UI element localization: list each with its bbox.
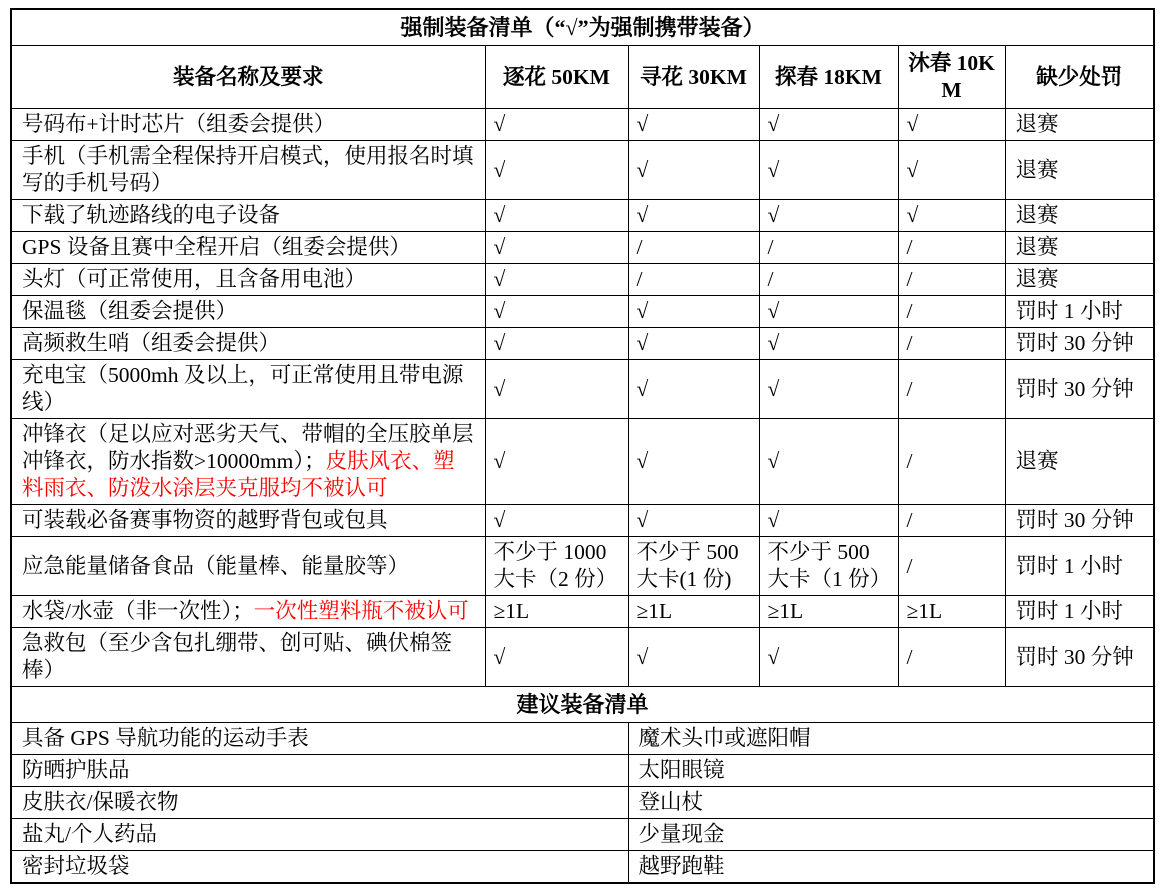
value-10km-cell: √ xyxy=(898,109,1005,141)
value-50km-cell: √ xyxy=(485,505,628,537)
suggested-row xyxy=(11,851,1154,884)
value-30km-cell: √ xyxy=(628,200,759,232)
table-title-row xyxy=(11,9,1154,46)
equipment-name-text: 冲锋衣（足以应对恶劣天气、带帽的全压胶单层冲锋衣，防水指数>10000mm）； xyxy=(22,422,474,473)
value-30km-cell: √ xyxy=(628,328,759,360)
table-row xyxy=(11,264,1154,296)
value-18km-cell: 不少于 500 大卡（1 份） xyxy=(759,537,898,596)
value-18km-cell: √ xyxy=(759,141,898,200)
penalty-cell: 退赛 xyxy=(1005,232,1154,264)
equipment-name-text: 保温毯（组委会提供） xyxy=(22,299,238,323)
suggested-row xyxy=(11,787,1154,819)
penalty-cell: 退赛 xyxy=(1005,200,1154,232)
suggested-section-title: 建议装备清单 xyxy=(11,687,1154,723)
table-row xyxy=(11,328,1154,360)
suggested-item-left: 皮肤衣/保暖衣物 xyxy=(11,787,628,819)
table-row xyxy=(11,141,1154,200)
equipment-name-text: 手机（手机需全程保持开启模式，使用报名时填写的手机号码） xyxy=(22,144,474,195)
table-title: 强制装备清单（“√”为强制携带装备） xyxy=(11,9,1154,46)
value-18km-cell: √ xyxy=(759,328,898,360)
equipment-name-cell xyxy=(11,328,485,360)
suggested-item-left: 盐丸/个人药品 xyxy=(11,819,628,851)
col-header-equipment-name: 装备名称及要求 xyxy=(11,46,485,109)
value-30km-cell: √ xyxy=(628,141,759,200)
value-30km-cell: √ xyxy=(628,419,759,505)
table-row xyxy=(11,360,1154,419)
equipment-name-text: 应急能量储备食品（能量棒、能量胶等） xyxy=(22,553,410,578)
penalty-cell: 罚时 30 分钟 xyxy=(1005,628,1154,687)
equipment-table xyxy=(10,8,1155,884)
equipment-name-cell xyxy=(11,141,485,200)
value-10km-cell: / xyxy=(898,419,1005,505)
suggested-item-left: 防晒护肤品 xyxy=(11,755,628,787)
equipment-name-text: GPS 设备且赛中全程开启（组委会提供） xyxy=(22,235,411,259)
equipment-name-cell xyxy=(11,264,485,296)
red-warning-text: 一次性塑料瓶不被认可 xyxy=(253,599,469,623)
table-row xyxy=(11,596,1154,628)
value-30km-cell: / xyxy=(628,264,759,296)
value-30km-cell: √ xyxy=(628,360,759,419)
equipment-name-text: 充电宝（5000mh 及以上，可正常使用且带电源线） xyxy=(22,363,464,414)
equipment-name-cell xyxy=(11,109,485,141)
value-18km-cell: √ xyxy=(759,628,898,687)
suggested-item-right: 登山杖 xyxy=(628,787,1154,819)
suggested-header-row xyxy=(11,687,1154,723)
value-18km-cell: / xyxy=(759,232,898,264)
penalty-cell: 退赛 xyxy=(1005,141,1154,200)
value-50km-cell: √ xyxy=(485,232,628,264)
value-10km-cell: / xyxy=(898,505,1005,537)
suggested-item-right: 魔术头巾或遮阳帽 xyxy=(628,723,1154,755)
value-30km-cell: √ xyxy=(628,505,759,537)
value-18km-cell: ≥1L xyxy=(759,596,898,628)
suggested-item-right: 太阳眼镜 xyxy=(628,755,1154,787)
equipment-name-cell xyxy=(11,596,485,628)
col-header-race-18km: 探春 18KM xyxy=(759,46,898,109)
equipment-name-text: 可装载必备赛事物资的越野背包或包具 xyxy=(22,508,388,532)
suggested-item-right: 少量现金 xyxy=(628,819,1154,851)
value-10km-cell: / xyxy=(898,232,1005,264)
value-10km-cell: / xyxy=(898,328,1005,360)
value-10km-cell: / xyxy=(898,628,1005,687)
equipment-name-cell xyxy=(11,419,485,505)
equipment-name-text: 下载了轨迹路线的电子设备 xyxy=(22,203,281,227)
equipment-name-cell xyxy=(11,296,485,328)
value-10km-cell: / xyxy=(898,537,1005,596)
table-row xyxy=(11,232,1154,264)
value-30km-cell: √ xyxy=(628,109,759,141)
value-10km-cell: / xyxy=(898,360,1005,419)
value-10km-cell: / xyxy=(898,264,1005,296)
suggested-item-left: 具备 GPS 导航功能的运动手表 xyxy=(11,723,628,755)
table-row xyxy=(11,537,1154,596)
value-18km-cell: √ xyxy=(759,505,898,537)
value-30km-cell: / xyxy=(628,232,759,264)
value-50km-cell: √ xyxy=(485,296,628,328)
equipment-name-cell xyxy=(11,505,485,537)
equipment-name-cell xyxy=(11,200,485,232)
penalty-cell: 退赛 xyxy=(1005,419,1154,505)
suggested-row xyxy=(11,755,1154,787)
table-row xyxy=(11,419,1154,505)
value-18km-cell: √ xyxy=(759,109,898,141)
value-10km-cell: ≥1L xyxy=(898,596,1005,628)
penalty-cell: 罚时 30 分钟 xyxy=(1005,328,1154,360)
penalty-cell: 罚时 1 小时 xyxy=(1005,596,1154,628)
table-row xyxy=(11,505,1154,537)
suggested-row xyxy=(11,819,1154,851)
value-50km-cell: √ xyxy=(485,141,628,200)
col-header-race-50km: 逐花 50KM xyxy=(485,46,628,109)
penalty-cell: 罚时 1 小时 xyxy=(1005,296,1154,328)
penalty-cell: 罚时 1 小时 xyxy=(1005,537,1154,596)
value-30km-cell: √ xyxy=(628,296,759,328)
equipment-name-text: 高频救生哨（组委会提供） xyxy=(22,331,281,355)
penalty-cell: 退赛 xyxy=(1005,264,1154,296)
equipment-name-cell xyxy=(11,628,485,687)
value-50km-cell: √ xyxy=(485,109,628,141)
value-18km-cell: √ xyxy=(759,360,898,419)
suggested-row xyxy=(11,723,1154,755)
value-10km-cell: / xyxy=(898,296,1005,328)
value-10km-cell: √ xyxy=(898,200,1005,232)
red-warning-text: 皮肤风衣、塑料雨衣、防泼水涂层夹克服均不被认可 xyxy=(22,449,455,500)
equipment-name-cell xyxy=(11,360,485,419)
value-50km-cell: √ xyxy=(485,328,628,360)
value-50km-cell: √ xyxy=(485,419,628,505)
table-row xyxy=(11,109,1154,141)
equipment-name-cell xyxy=(11,537,485,596)
value-30km-cell: 不少于 500 大卡(1 份) xyxy=(628,537,759,596)
value-18km-cell: / xyxy=(759,264,898,296)
equipment-name-text: 头灯（可正常使用，且含备用电池） xyxy=(22,267,367,291)
value-10km-cell: √ xyxy=(898,141,1005,200)
equipment-name-text: 急救包（至少含包扎绷带、创可贴、碘伏棉签棒） xyxy=(22,631,453,682)
col-header-race-10km: 沐春 10KM xyxy=(898,46,1005,109)
value-18km-cell: √ xyxy=(759,419,898,505)
value-50km-cell: 不少于 1000 大卡（2 份） xyxy=(485,537,628,596)
equipment-name-cell xyxy=(11,232,485,264)
value-50km-cell: √ xyxy=(485,200,628,232)
col-header-penalty: 缺少处罚 xyxy=(1005,46,1154,109)
suggested-item-left: 密封垃圾袋 xyxy=(11,851,628,884)
value-30km-cell: √ xyxy=(628,628,759,687)
value-18km-cell: √ xyxy=(759,200,898,232)
value-30km-cell: ≥1L xyxy=(628,596,759,628)
suggested-item-right: 越野跑鞋 xyxy=(628,851,1154,884)
value-18km-cell: √ xyxy=(759,296,898,328)
col-header-race-30km: 寻花 30KM xyxy=(628,46,759,109)
penalty-cell: 退赛 xyxy=(1005,109,1154,141)
penalty-cell: 罚时 30 分钟 xyxy=(1005,505,1154,537)
table-row xyxy=(11,200,1154,232)
penalty-cell: 罚时 30 分钟 xyxy=(1005,360,1154,419)
equipment-name-text: 水袋/水壶（非一次性）； xyxy=(22,599,254,623)
value-50km-cell: √ xyxy=(485,628,628,687)
value-50km-cell: √ xyxy=(485,264,628,296)
table-row xyxy=(11,628,1154,687)
value-50km-cell: √ xyxy=(485,360,628,419)
equipment-name-text: 号码布+计时芯片（组委会提供） xyxy=(22,112,336,136)
value-50km-cell: ≥1L xyxy=(485,596,628,628)
table-row xyxy=(11,296,1154,328)
header-row xyxy=(11,46,1154,109)
